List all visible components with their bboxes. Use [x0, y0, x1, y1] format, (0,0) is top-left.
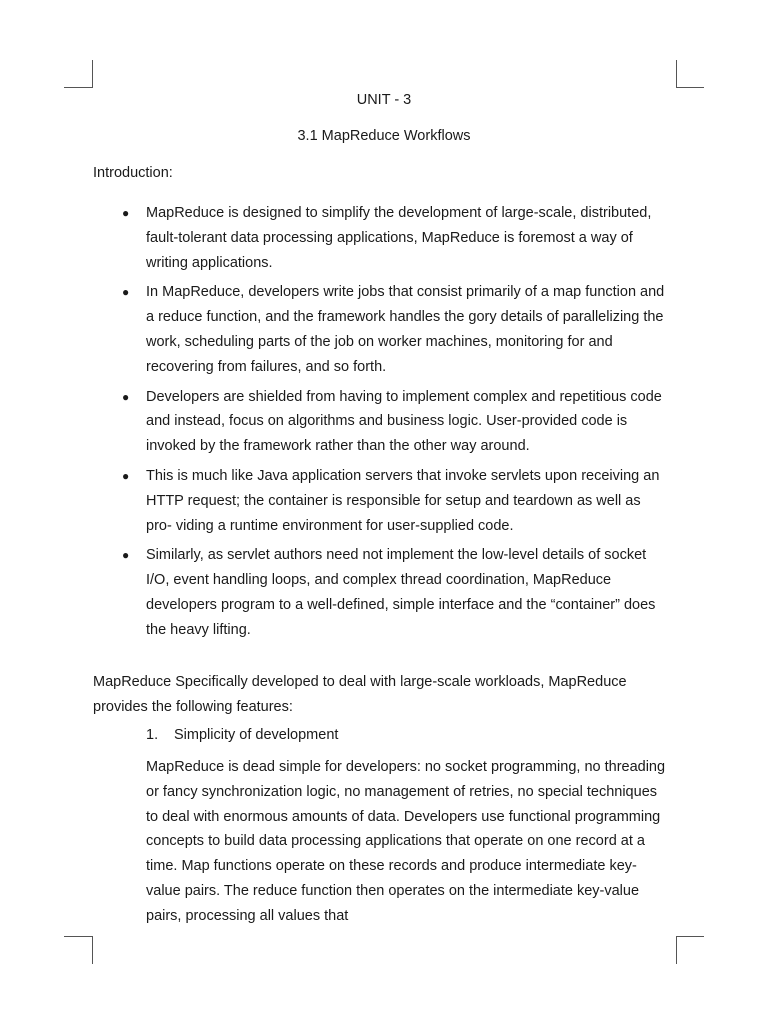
bullet-text: Developers are shielded from having to implement complex and repetitious code and instead, focus on algorithms and business logic. User-provided code is invoked by the framework rather than the other way around.	[146, 388, 662, 455]
list-item	[122, 543, 666, 642]
intro-label: Introduction:	[93, 165, 173, 181]
crop-mark-bottom-left	[92, 936, 93, 964]
feature-title: Simplicity of development	[174, 727, 339, 743]
bullet-dot-icon: ●	[122, 285, 130, 300]
bullet-text: This is much like Java application servers that invoke servlets upon receiving an HTTP request; the container is responsible for setup and teardown as well as pro- viding a runtime environment for user-supplied code.	[146, 467, 660, 534]
unit-heading: UNIT - 3	[356, 92, 412, 108]
features-intro-paragraph: MapReduce Specifically developed to deal with large-scale workloads, MapReduce provides the following features:	[93, 674, 627, 715]
feature-number: 1.	[146, 727, 159, 743]
crop-mark-top-right	[676, 60, 677, 88]
bullet-text: Similarly, as servlet authors need not implement the low-level details of socket I/O, event handling loops, and complex thread coordination, MapReduce developers program to a well-defined, simple interface and the “container” does the heavy lifting.	[146, 547, 656, 638]
list-item	[122, 280, 666, 379]
crop-mark-bottom-left	[64, 936, 92, 937]
list-item	[122, 201, 666, 275]
crop-mark-top-left	[92, 60, 93, 88]
bullet-dot-icon: ●	[122, 468, 130, 483]
crop-mark-bottom-right	[676, 936, 677, 964]
bullet-list	[0, 201, 768, 648]
bullet-dot-icon: ●	[122, 548, 130, 563]
bullet-text: In MapReduce, developers write jobs that consist primarily of a map function and a reduce function, and the framework handles the gory details of parallelizing the work, scheduling parts of the job on worker machines, monitoring for and recovering from failures, and so forth.	[146, 284, 665, 375]
feature-body-paragraph: MapReduce is dead simple for developers: no socket programming, no threading or fancy synchronization logic, no management of retries, no special techniques to deal with enormous amounts of data. Developers use functional programming concepts to build data processing applications that operate on one record at a time. Map functions operate on these records and produce intermediate key-value pairs. The reduce function then operates on the intermediate key-value pairs, processing all values that	[146, 759, 666, 924]
bullet-dot-icon: ●	[122, 206, 130, 220]
feature-heading	[146, 727, 338, 743]
bullet-text: MapReduce is designed to simplify the development of large-scale, distributed, fault-tolerant data processing applications, MapReduce is foremost a way of writing applications.	[146, 205, 652, 271]
list-item	[122, 464, 666, 538]
section-title: 3.1 MapReduce Workflows	[297, 128, 471, 144]
bullet-dot-icon: ●	[122, 389, 130, 404]
list-item	[122, 385, 666, 459]
crop-mark-bottom-right	[676, 936, 704, 937]
crop-mark-top-left	[64, 87, 92, 88]
crop-mark-top-right	[676, 87, 704, 88]
